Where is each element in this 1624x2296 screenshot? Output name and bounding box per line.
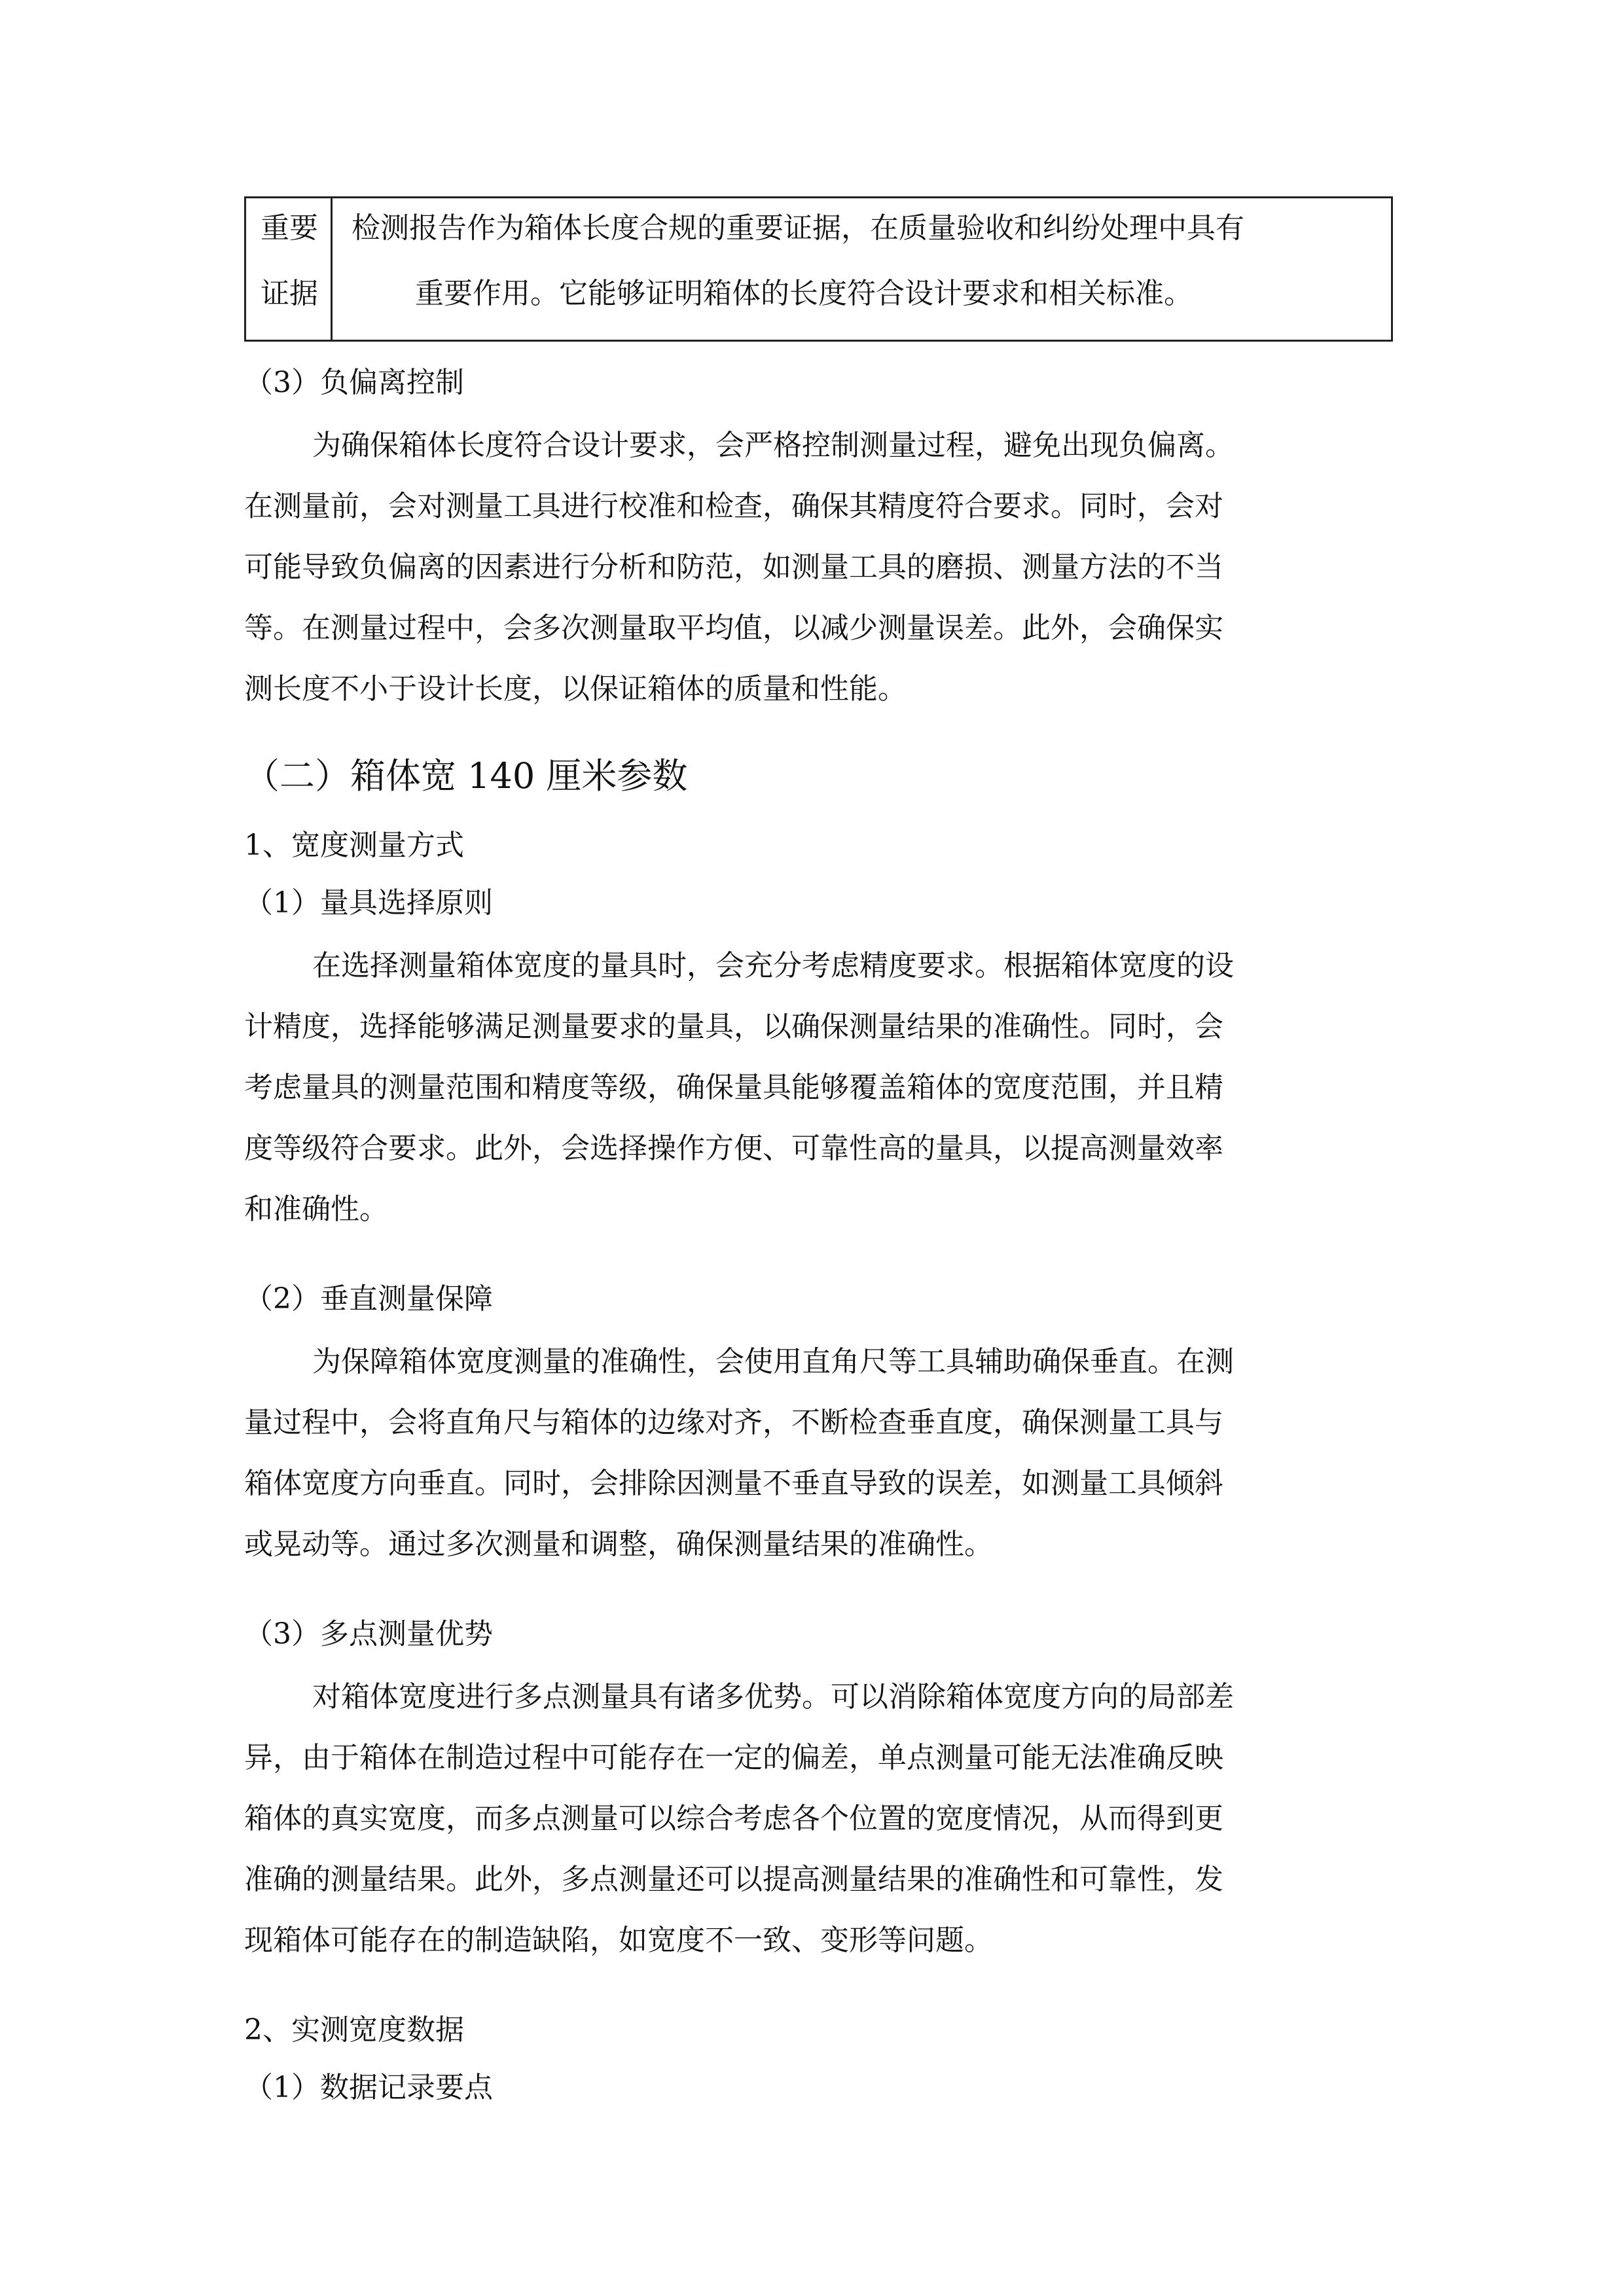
- paragraph-line: 为保障箱体宽度测量的准确性，会使用直角尺等工具辅助确保垂直。在测: [312, 1345, 1234, 1378]
- table-label-line: 证据: [261, 277, 318, 310]
- paragraph-line: 在选择测量箱体宽度的量具时，会充分考虑精度要求。根据箱体宽度的设: [312, 949, 1234, 982]
- subsection-heading: （3）负偏离控制: [244, 366, 464, 399]
- subsection-heading: （1）量具选择原则: [244, 886, 493, 920]
- paragraph-line: 准确的测量结果。此外，多点测量还可以提高测量结果的准确性和可靠性，发: [244, 1863, 1223, 1896]
- paragraph-line: 和准确性。: [244, 1193, 388, 1226]
- subsection-heading: （1）数据记录要点: [244, 2071, 493, 2104]
- paragraph-line: 可能导致负偏离的因素进行分析和防范，如测量工具的磨损、测量方法的不当: [244, 550, 1223, 584]
- paragraph-line: 箱体宽度方向垂直。同时，会排除因测量不垂直导致的误差，如测量工具倾斜: [244, 1467, 1223, 1500]
- paragraph-line: 等。在测量过程中，会多次测量取平均值，以减少测量误差。此外，会确保实: [244, 611, 1223, 645]
- table-label-line: 重要: [261, 211, 318, 245]
- subsection-heading: （2）垂直测量保障: [244, 1282, 493, 1316]
- paragraph-line: 现箱体可能存在的制造缺陷，如宽度不一致、变形等问题。: [244, 1924, 993, 1957]
- paragraph-line: 量过程中，会将直角尺与箱体的边缘对齐，不断检查垂直度，确保测量工具与: [244, 1406, 1223, 1439]
- section-heading: （二）箱体宽 140 厘米参数: [244, 755, 688, 797]
- paragraph-line: 异，由于箱体在制造过程中可能存在一定的偏差，单点测量可能无法准确反映: [244, 1741, 1223, 1774]
- paragraph-line: 考虑量具的测量范围和精度等级，确保量具能够覆盖箱体的宽度范围，并且精: [244, 1071, 1223, 1104]
- paragraph-line: 对箱体宽度进行多点测量具有诸多优势。可以消除箱体宽度方向的局部差: [312, 1680, 1234, 1713]
- subsection-heading: 1、宽度测量方式: [244, 829, 464, 862]
- paragraph-line: 在测量前，会对测量工具进行校准和检查，确保其精度符合要求。同时，会对: [244, 490, 1223, 523]
- paragraph-line: 箱体的真实宽度，而多点测量可以综合考虑各个位置的宽度情况，从而得到更: [244, 1802, 1223, 1835]
- paragraph-line: 度等级符合要求。此外，会选择操作方便、可靠性高的量具，以提高测量效率: [244, 1132, 1223, 1165]
- table-content-line: 重要作用。它能够证明箱体的长度符合设计要求和相关标准。: [415, 277, 1193, 310]
- table-label-cell: [246, 198, 333, 340]
- subsection-heading: 2、实测宽度数据: [244, 2013, 464, 2047]
- paragraph-line: 测长度不小于设计长度，以保证箱体的质量和性能。: [244, 672, 907, 706]
- paragraph-line: 计精度，选择能够满足测量要求的量具，以确保测量结果的准确性。同时，会: [244, 1010, 1223, 1043]
- paragraph-line: 或晃动等。通过多次测量和调整，确保测量结果的准确性。: [244, 1528, 993, 1561]
- table-content-line: 检测报告作为箱体长度合规的重要证据，在质量验收和纠纷处理中具有: [352, 211, 1244, 245]
- paragraph-line: 为确保箱体长度符合设计要求，会严格控制测量过程，避免出现负偏离。: [312, 429, 1234, 462]
- evidence-table: [244, 196, 1393, 342]
- subsection-heading: （3）多点测量优势: [244, 1617, 493, 1651]
